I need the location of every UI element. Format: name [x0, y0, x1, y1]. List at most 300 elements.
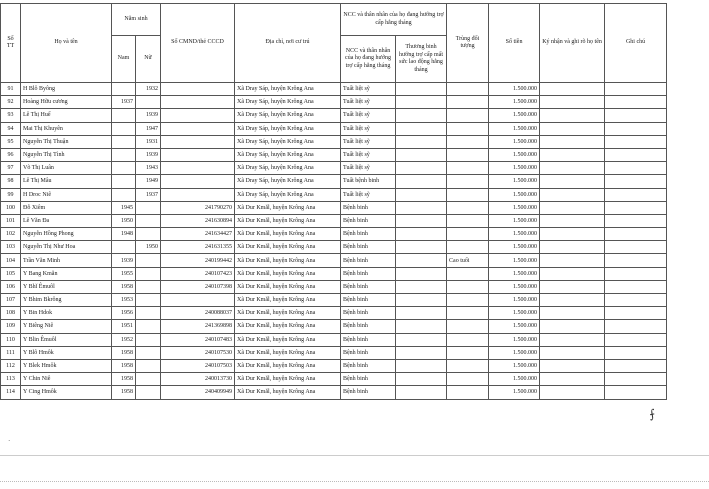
- row-note: [605, 307, 667, 320]
- row-duplicate: [447, 333, 489, 346]
- row-category: Bệnh binh: [341, 294, 396, 307]
- row-category: Bệnh binh: [341, 254, 396, 267]
- row-address: Xã Dur Kmăl, huyện Krông Ana: [235, 228, 341, 241]
- row-signature: [540, 267, 605, 280]
- row-stt: 103: [1, 241, 21, 254]
- row-signature: [540, 201, 605, 214]
- row-amount: 1.500.000: [489, 294, 540, 307]
- row-birth-male: 1937: [112, 96, 136, 109]
- row-note: [605, 386, 667, 399]
- row-signature: [540, 214, 605, 227]
- row-stt: 91: [1, 83, 21, 96]
- row-amount: 1.500.000: [489, 214, 540, 227]
- row-cccd: 241369898: [161, 320, 235, 333]
- row-amount: 1.500.000: [489, 96, 540, 109]
- row-signature: [540, 280, 605, 293]
- row-birth-male: 1948: [112, 228, 136, 241]
- row-birth-female: [136, 254, 161, 267]
- row-ncc-sub2: [396, 320, 447, 333]
- row-birth-female: 1931: [136, 135, 161, 148]
- row-signature: [540, 188, 605, 201]
- row-amount: 1.500.000: [489, 148, 540, 161]
- row-category: Tuất liệt sỹ: [341, 96, 396, 109]
- row-cccd: 240107423: [161, 267, 235, 280]
- row-duplicate: [447, 228, 489, 241]
- row-category: Bệnh binh: [341, 241, 396, 254]
- row-stt: 100: [1, 201, 21, 214]
- row-birth-female: [136, 294, 161, 307]
- row-birth-male: [112, 83, 136, 96]
- row-signature: [540, 386, 605, 399]
- row-birth-male: 1955: [112, 267, 136, 280]
- row-address: Xã Dur Kmăl, huyện Krông Ana: [235, 307, 341, 320]
- row-stt: 94: [1, 122, 21, 135]
- table-row: [1, 241, 667, 254]
- row-cccd: 241631355: [161, 241, 235, 254]
- row-amount: 1.500.000: [489, 228, 540, 241]
- row-ncc-sub2: [396, 373, 447, 386]
- row-signature: [540, 294, 605, 307]
- row-stt: 113: [1, 373, 21, 386]
- row-note: [605, 267, 667, 280]
- row-duplicate: [447, 148, 489, 161]
- scan-edge-line: [0, 481, 709, 482]
- row-birth-female: [136, 320, 161, 333]
- row-duplicate: [447, 135, 489, 148]
- row-ncc-sub2: [396, 280, 447, 293]
- row-address: Xã Dray Sáp, huyện Krông Ana: [235, 148, 341, 161]
- row-note: [605, 373, 667, 386]
- row-name: Nguyễn Thị Thuận: [21, 135, 112, 148]
- row-birth-female: 1949: [136, 175, 161, 188]
- col-amount-header: Số tiền: [489, 4, 540, 83]
- row-birth-female: 1939: [136, 109, 161, 122]
- row-duplicate: [447, 175, 489, 188]
- row-signature: [540, 254, 605, 267]
- row-name: Mai Thị Khuyên: [21, 122, 112, 135]
- row-birth-female: [136, 228, 161, 241]
- row-ncc-sub2: [396, 148, 447, 161]
- row-birth-female: 1932: [136, 83, 161, 96]
- table-row: [1, 346, 667, 359]
- row-ncc-sub2: [396, 83, 447, 96]
- row-stt: 107: [1, 294, 21, 307]
- row-note: [605, 96, 667, 109]
- col-male-header: Nam: [112, 36, 136, 83]
- col-address-header: Địa chỉ, nơi cư trú: [235, 4, 341, 83]
- row-birth-male: 1951: [112, 320, 136, 333]
- row-amount: 1.500.000: [489, 280, 540, 293]
- row-stt: 105: [1, 267, 21, 280]
- row-amount: 1.500.000: [489, 135, 540, 148]
- row-stt: 95: [1, 135, 21, 148]
- row-name: Y Blin Êmuôl: [21, 333, 112, 346]
- row-signature: [540, 109, 605, 122]
- row-address: Xã Dray Sáp, huyện Krông Ana: [235, 188, 341, 201]
- row-cccd: [161, 175, 235, 188]
- row-amount: 1.500.000: [489, 188, 540, 201]
- col-cccd-header: Số CMND/thẻ CCCD: [161, 4, 235, 83]
- row-signature: [540, 241, 605, 254]
- row-birth-male: 1958: [112, 359, 136, 372]
- row-signature: [540, 333, 605, 346]
- row-birth-female: 1947: [136, 122, 161, 135]
- table-row: [1, 122, 667, 135]
- table-row: [1, 294, 667, 307]
- row-birth-male: [112, 148, 136, 161]
- row-address: Xã Dray Sáp, huyện Krông Ana: [235, 175, 341, 188]
- row-amount: 1.500.000: [489, 241, 540, 254]
- row-stt: 110: [1, 333, 21, 346]
- row-cccd: [161, 96, 235, 109]
- row-cccd: 240088037: [161, 307, 235, 320]
- row-signature: [540, 83, 605, 96]
- row-category: Tuất liệt sỹ: [341, 135, 396, 148]
- row-duplicate: [447, 201, 489, 214]
- row-cccd: 241634427: [161, 228, 235, 241]
- row-amount: 1.500.000: [489, 320, 540, 333]
- row-address: Xã Dur Kmăl, huyện Krông Ana: [235, 241, 341, 254]
- row-stt: 104: [1, 254, 21, 267]
- row-ncc-sub2: [396, 346, 447, 359]
- row-name: Nguyễn Thị Tình: [21, 148, 112, 161]
- row-birth-male: [112, 135, 136, 148]
- row-category: Bệnh binh: [341, 386, 396, 399]
- row-birth-female: 1939: [136, 148, 161, 161]
- row-duplicate: [447, 267, 489, 280]
- beneficiary-table: [0, 3, 667, 400]
- table-row: [1, 228, 667, 241]
- row-signature: [540, 346, 605, 359]
- row-address: Xã Dray Sáp, huyện Krông Ana: [235, 162, 341, 175]
- row-note: [605, 254, 667, 267]
- row-name: Võ Thị Luân: [21, 162, 112, 175]
- col-duplicate-header: Trùng đối tượng: [447, 4, 489, 83]
- row-birth-male: 1958: [112, 280, 136, 293]
- row-birth-female: [136, 359, 161, 372]
- row-category: Tuất liệt sỹ: [341, 109, 396, 122]
- row-cccd: [161, 188, 235, 201]
- row-note: [605, 162, 667, 175]
- row-signature: [540, 96, 605, 109]
- row-birth-female: [136, 386, 161, 399]
- row-duplicate: [447, 83, 489, 96]
- row-ncc-sub2: [396, 267, 447, 280]
- row-signature: [540, 307, 605, 320]
- row-category: Tuất liệt sỹ: [341, 122, 396, 135]
- row-address: Xã Dray Sáp, huyện Krông Ana: [235, 122, 341, 135]
- table-row: [1, 109, 667, 122]
- row-signature: [540, 373, 605, 386]
- row-stt: 106: [1, 280, 21, 293]
- row-stt: 96: [1, 148, 21, 161]
- row-duplicate: [447, 386, 489, 399]
- row-address: Xã Dur Kmăl, huyện Krông Ana: [235, 267, 341, 280]
- row-ncc-sub2: [396, 359, 447, 372]
- row-cccd: [161, 122, 235, 135]
- row-category: Bệnh binh: [341, 307, 396, 320]
- row-cccd: [161, 135, 235, 148]
- row-note: [605, 148, 667, 161]
- row-address: Xã Dray Sáp, huyện Krông Ana: [235, 83, 341, 96]
- row-ncc-sub2: [396, 294, 447, 307]
- row-amount: 1.500.000: [489, 162, 540, 175]
- col-female-header: Nữ: [136, 36, 161, 83]
- row-signature: [540, 148, 605, 161]
- row-note: [605, 359, 667, 372]
- row-category: Tuất liệt sỹ: [341, 83, 396, 96]
- row-birth-male: [112, 109, 136, 122]
- col-ncc-group-header: NCC và thân nhân của họ đang hưởng trợ cấp hằng tháng: [341, 4, 447, 36]
- row-address: Xã Dray Sáp, huyện Krông Ana: [235, 109, 341, 122]
- table-row: [1, 386, 667, 399]
- row-cccd: 241790270: [161, 201, 235, 214]
- table-row: [1, 162, 667, 175]
- row-birth-male: 1950: [112, 214, 136, 227]
- row-birth-male: [112, 188, 136, 201]
- row-amount: 1.500.000: [489, 267, 540, 280]
- row-birth-male: [112, 175, 136, 188]
- row-note: [605, 201, 667, 214]
- row-birth-female: [136, 214, 161, 227]
- row-name: Y Chin Niê: [21, 373, 112, 386]
- row-birth-male: [112, 241, 136, 254]
- row-ncc-sub2: [396, 307, 447, 320]
- row-birth-male: 1939: [112, 254, 136, 267]
- row-ncc-sub2: [396, 175, 447, 188]
- initials-mark: ⨍: [647, 406, 657, 422]
- row-ncc-sub2: [396, 228, 447, 241]
- row-amount: 1.500.000: [489, 201, 540, 214]
- row-duplicate: [447, 280, 489, 293]
- table-row: [1, 307, 667, 320]
- table-body: [1, 83, 667, 400]
- row-cccd: 240199442: [161, 254, 235, 267]
- row-category: Tuất liệt sỹ: [341, 188, 396, 201]
- row-birth-female: [136, 307, 161, 320]
- row-duplicate: [447, 188, 489, 201]
- row-birth-male: 1958: [112, 386, 136, 399]
- col-sign-header: Ký nhận và ghi rõ họ tên: [540, 4, 605, 83]
- row-name: H Blô Byông: [21, 83, 112, 96]
- row-stt: 97: [1, 162, 21, 175]
- row-ncc-sub2: [396, 333, 447, 346]
- col-ncc-sub1-header: NCC và thân nhân của họ đang hưởng trợ cấp hằng tháng: [341, 36, 396, 83]
- row-note: [605, 109, 667, 122]
- row-note: [605, 122, 667, 135]
- row-birth-female: [136, 373, 161, 386]
- row-ncc-sub2: [396, 135, 447, 148]
- row-duplicate: [447, 294, 489, 307]
- row-name: Y Bang Kmăn: [21, 267, 112, 280]
- row-address: Xã Dur Kmăl, huyện Krông Ana: [235, 320, 341, 333]
- table-row: [1, 267, 667, 280]
- row-duplicate: [447, 96, 489, 109]
- row-amount: 1.500.000: [489, 175, 540, 188]
- table-row: [1, 135, 667, 148]
- row-stt: 93: [1, 109, 21, 122]
- row-name: Y Bhĭ Êmuôl: [21, 280, 112, 293]
- row-stt: 92: [1, 96, 21, 109]
- row-name: Lê Thị Huế: [21, 109, 112, 122]
- table-row: [1, 359, 667, 372]
- row-amount: 1.500.000: [489, 83, 540, 96]
- row-amount: 1.500.000: [489, 254, 540, 267]
- row-note: [605, 228, 667, 241]
- row-cccd: 240107530: [161, 346, 235, 359]
- row-name: Nguyễn Thị Như Hoa: [21, 241, 112, 254]
- row-stt: 102: [1, 228, 21, 241]
- row-name: Y Blek Hmôk: [21, 359, 112, 372]
- row-note: [605, 83, 667, 96]
- row-ncc-sub2: [396, 214, 447, 227]
- row-name: Trần Văn Minh: [21, 254, 112, 267]
- row-address: Xã Dur Kmăl, huyện Krông Ana: [235, 333, 341, 346]
- row-amount: 1.500.000: [489, 333, 540, 346]
- row-duplicate: [447, 373, 489, 386]
- row-stt: 114: [1, 386, 21, 399]
- row-address: Xã Dray Sáp, huyện Krông Ana: [235, 135, 341, 148]
- row-category: Bệnh binh: [341, 359, 396, 372]
- row-note: [605, 280, 667, 293]
- row-ncc-sub2: [396, 188, 447, 201]
- row-amount: 1.500.000: [489, 122, 540, 135]
- row-address: Xã Dur Kmăl, huyện Krông Ana: [235, 359, 341, 372]
- table-row: [1, 333, 667, 346]
- row-category: Bệnh binh: [341, 228, 396, 241]
- row-signature: [540, 175, 605, 188]
- row-cccd: [161, 83, 235, 96]
- row-note: [605, 135, 667, 148]
- row-address: Xã Dur Kmăl, huyện Krông Ana: [235, 254, 341, 267]
- row-signature: [540, 320, 605, 333]
- row-amount: 1.500.000: [489, 359, 540, 372]
- row-duplicate: [447, 346, 489, 359]
- row-birth-female: [136, 267, 161, 280]
- row-category: Bệnh binh: [341, 280, 396, 293]
- row-birth-male: [112, 122, 136, 135]
- row-amount: 1.500.000: [489, 386, 540, 399]
- row-name: Lê Thị Mâu: [21, 175, 112, 188]
- row-ncc-sub2: [396, 162, 447, 175]
- row-birth-male: 1953: [112, 294, 136, 307]
- col-name-header: Họ và tên: [21, 4, 112, 83]
- row-duplicate: [447, 241, 489, 254]
- row-birth-male: 1958: [112, 373, 136, 386]
- table-row: [1, 148, 667, 161]
- row-category: Bệnh binh: [341, 333, 396, 346]
- row-birth-female: [136, 346, 161, 359]
- row-address: Xã Dur Kmăl, huyện Krông Ana: [235, 373, 341, 386]
- table-row: [1, 214, 667, 227]
- row-category: Tuất bệnh binh: [341, 175, 396, 188]
- row-birth-female: 1937: [136, 188, 161, 201]
- row-name: Nguyễn Hồng Phong: [21, 228, 112, 241]
- row-note: [605, 175, 667, 188]
- row-birth-male: 1956: [112, 307, 136, 320]
- row-duplicate: Cao tuổi: [447, 254, 489, 267]
- page-edge-line: [0, 455, 709, 456]
- row-address: Xã Dur Kmăl, huyện Krông Ana: [235, 346, 341, 359]
- row-cccd: 240107483: [161, 333, 235, 346]
- row-cccd: [161, 109, 235, 122]
- row-cccd: [161, 148, 235, 161]
- row-address: Xã Dur Kmăl, huyện Krông Ana: [235, 386, 341, 399]
- row-name: Y Bhim Bkrông: [21, 294, 112, 307]
- row-duplicate: [447, 214, 489, 227]
- row-name: Đỗ Xiêm: [21, 201, 112, 214]
- row-ncc-sub2: [396, 109, 447, 122]
- row-stt: 101: [1, 214, 21, 227]
- row-duplicate: [447, 122, 489, 135]
- row-stt: 98: [1, 175, 21, 188]
- row-address: Xã Dur Kmăl, huyện Krông Ana: [235, 214, 341, 227]
- row-note: [605, 320, 667, 333]
- row-note: [605, 214, 667, 227]
- row-birth-female: 1943: [136, 162, 161, 175]
- row-stt: 99: [1, 188, 21, 201]
- table-row: [1, 83, 667, 96]
- row-category: Bệnh binh: [341, 346, 396, 359]
- row-cccd: [161, 162, 235, 175]
- row-name: Hoàng Hữu cương: [21, 96, 112, 109]
- row-stt: 111: [1, 346, 21, 359]
- row-category: Bệnh binh: [341, 267, 396, 280]
- row-birth-female: [136, 96, 161, 109]
- row-ncc-sub2: [396, 386, 447, 399]
- row-duplicate: [447, 162, 489, 175]
- row-cccd: 241630894: [161, 214, 235, 227]
- row-birth-male: [112, 162, 136, 175]
- row-signature: [540, 359, 605, 372]
- row-duplicate: [447, 320, 489, 333]
- row-name: Y Blô Hmôk: [21, 346, 112, 359]
- row-birth-male: 1958: [112, 346, 136, 359]
- col-stt-header: Số TT: [1, 4, 21, 83]
- row-signature: [540, 122, 605, 135]
- row-cccd: 240107503: [161, 359, 235, 372]
- table-row: [1, 373, 667, 386]
- row-address: Xã Dur Kmăl, huyện Krông Ana: [235, 280, 341, 293]
- col-ncc-sub2-header: Thương binh hưởng trợ cấp mất sức lao động hằng tháng: [396, 36, 447, 83]
- table-row: [1, 280, 667, 293]
- row-address: Xã Dur Kmăl, huyện Krông Ana: [235, 201, 341, 214]
- row-note: [605, 294, 667, 307]
- table-row: [1, 175, 667, 188]
- row-signature: [540, 162, 605, 175]
- row-birth-female: 1950: [136, 241, 161, 254]
- row-birth-male: 1952: [112, 333, 136, 346]
- row-category: Tuất liệt sỹ: [341, 148, 396, 161]
- col-note-header: Ghi chú: [605, 4, 667, 83]
- row-note: [605, 188, 667, 201]
- row-cccd: 240013730: [161, 373, 235, 386]
- row-category: Bệnh binh: [341, 201, 396, 214]
- row-category: Tuất liệt sỹ: [341, 162, 396, 175]
- row-name: Y Bin Hdok: [21, 307, 112, 320]
- row-note: [605, 346, 667, 359]
- row-category: Bệnh binh: [341, 320, 396, 333]
- row-duplicate: [447, 109, 489, 122]
- row-duplicate: [447, 307, 489, 320]
- row-address: Xã Dur Kmăl, huyện Krông Ana: [235, 294, 341, 307]
- row-ncc-sub2: [396, 201, 447, 214]
- table-row: [1, 201, 667, 214]
- row-cccd: [161, 294, 235, 307]
- table-row: [1, 188, 667, 201]
- row-address: Xã Dray Sáp, huyện Krông Ana: [235, 96, 341, 109]
- row-amount: 1.500.000: [489, 307, 540, 320]
